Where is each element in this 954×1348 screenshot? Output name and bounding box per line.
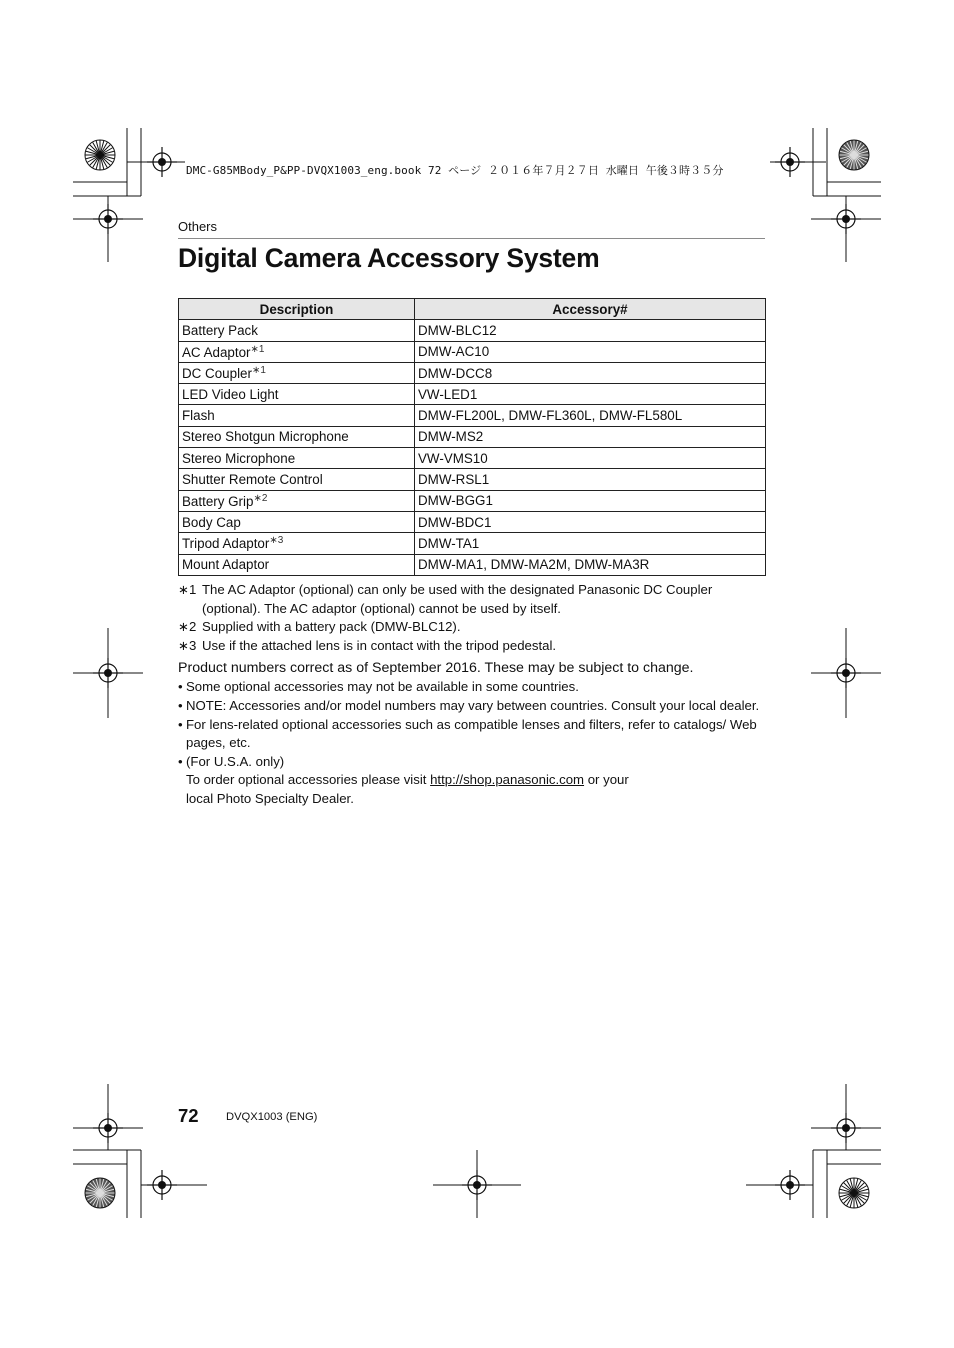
usa-heading: (For U.S.A. only) (186, 753, 285, 769)
description-cell (179, 320, 415, 341)
description-text: Battery Pack (182, 322, 258, 338)
description-text: Flash (182, 408, 215, 424)
usa-text-before-link: To order optional accessories please visit (186, 772, 431, 788)
accessory-cell: DMW-MS2 (415, 426, 766, 447)
accessory-cell: DMW-BGG1 (415, 490, 766, 511)
table-row (179, 511, 766, 532)
document-code: DVQX1003 (ENG) (226, 1111, 318, 1123)
shop-link[interactable]: http://shop.panasonic.com (430, 772, 585, 788)
footnote-reference: ∗1 (251, 365, 266, 377)
description-cell (179, 341, 415, 362)
bullet-text: For lens-related optional accessories such as compatible lenses and filters, refer to catalogs/ Web pages, etc. (186, 716, 757, 751)
description-text: Battery Grip (182, 493, 254, 509)
description-cell (179, 426, 415, 447)
description-cell (179, 554, 415, 575)
accessory-cell: VW-VMS10 (415, 448, 766, 469)
table-row (179, 362, 766, 383)
description-text: DC Coupler (182, 366, 252, 382)
footnote-text: The AC Adaptor (optional) can only be used with the designated Panasonic DC Coupler (optional). The AC adaptor (optional) cannot be used by itself. (202, 582, 713, 616)
bullet-marker: • (178, 716, 183, 732)
description-cell (179, 533, 415, 554)
accessory-cell: DMW-RSL1 (415, 469, 766, 490)
table-row (179, 341, 766, 362)
description-cell (179, 384, 415, 405)
accessory-cell: DMW-BLC12 (415, 320, 766, 341)
table-row (179, 320, 766, 341)
bullet-item (178, 678, 768, 697)
accessory-table (178, 298, 766, 576)
table-row (179, 490, 766, 511)
footnote-reference: ∗1 (250, 343, 265, 355)
page-number: 72 (178, 1105, 199, 1126)
page-title: Digital Camera Accessory System (178, 243, 600, 273)
product-note: Product numbers correct as of September 2016. These may be subject to change. (178, 660, 694, 677)
description-text: LED Video Light (182, 386, 279, 402)
footnote-1 (178, 581, 768, 618)
usa-dealer-line: local Photo Specialty Dealer. (186, 790, 354, 806)
description-cell (179, 511, 415, 532)
footnote-marker: ∗2 (178, 619, 197, 635)
bullet-marker: • (178, 753, 183, 769)
footnote-2 (178, 618, 768, 637)
footnote-3 (178, 637, 768, 656)
bullet-text: Some optional accessories may not be available in some countries. (186, 679, 579, 695)
description-cell (179, 469, 415, 490)
accessory-cell: DMW-DCC8 (415, 362, 766, 383)
notes-section (178, 581, 768, 809)
column-header-description: Description (179, 299, 415, 320)
description-text: Shutter Remote Control (182, 472, 323, 488)
bullet-marker: • (178, 697, 183, 713)
table-row (179, 554, 766, 575)
bullet-item (178, 716, 768, 753)
section-divider (178, 238, 765, 239)
description-text: Mount Adaptor (182, 557, 270, 573)
footnote-marker: ∗1 (178, 582, 197, 597)
bullet-item-usa (178, 753, 768, 809)
section-label: Others (178, 219, 218, 234)
table-row (179, 405, 766, 426)
accessory-cell: VW-LED1 (415, 384, 766, 405)
footnote-reference: ∗2 (253, 492, 268, 504)
table-row (179, 426, 766, 447)
description-text: Body Cap (182, 514, 241, 530)
print-header: DMC-G85MBody_P&PP-DVQX1003_eng.book 72 ページ ２０１６年７月２７日 水曜日 午後３時３５分 (186, 164, 724, 177)
accessory-cell: DMW-TA1 (415, 533, 766, 554)
bullet-marker: • (178, 679, 183, 695)
description-text: Tripod Adaptor (182, 536, 270, 552)
description-text: AC Adaptor (182, 344, 251, 360)
description-text: Stereo Microphone (182, 450, 296, 466)
footnote-text: Use if the attached lens is in contact with the tripod pedestal. (202, 637, 557, 653)
description-cell (179, 448, 415, 469)
description-text: Stereo Shotgun Microphone (182, 429, 349, 445)
table-header-row (179, 299, 766, 320)
table-row (179, 533, 766, 554)
accessory-cell: DMW-AC10 (415, 341, 766, 362)
usa-text-after-link: or your (584, 772, 629, 788)
table-row (179, 448, 766, 469)
footnote-marker: ∗3 (178, 637, 197, 653)
bullet-text: NOTE: Accessories and/or model numbers may vary between countries. Consult your local dealer. (186, 697, 760, 713)
footnote-reference: ∗3 (269, 535, 284, 547)
table-row (179, 384, 766, 405)
description-cell (179, 362, 415, 383)
accessory-cell: DMW-BDC1 (415, 511, 766, 532)
table-row (179, 469, 766, 490)
accessory-cell: DMW-FL200L, DMW-FL360L, DMW-FL580L (415, 405, 766, 426)
bullet-item (178, 697, 768, 716)
footnote-text: Supplied with a battery pack (DMW-BLC12). (202, 619, 461, 635)
description-cell (179, 405, 415, 426)
column-header-accessory: Accessory# (415, 299, 766, 320)
accessory-cell: DMW-MA1, DMW-MA2M, DMW-MA3R (415, 554, 766, 575)
description-cell (179, 490, 415, 511)
